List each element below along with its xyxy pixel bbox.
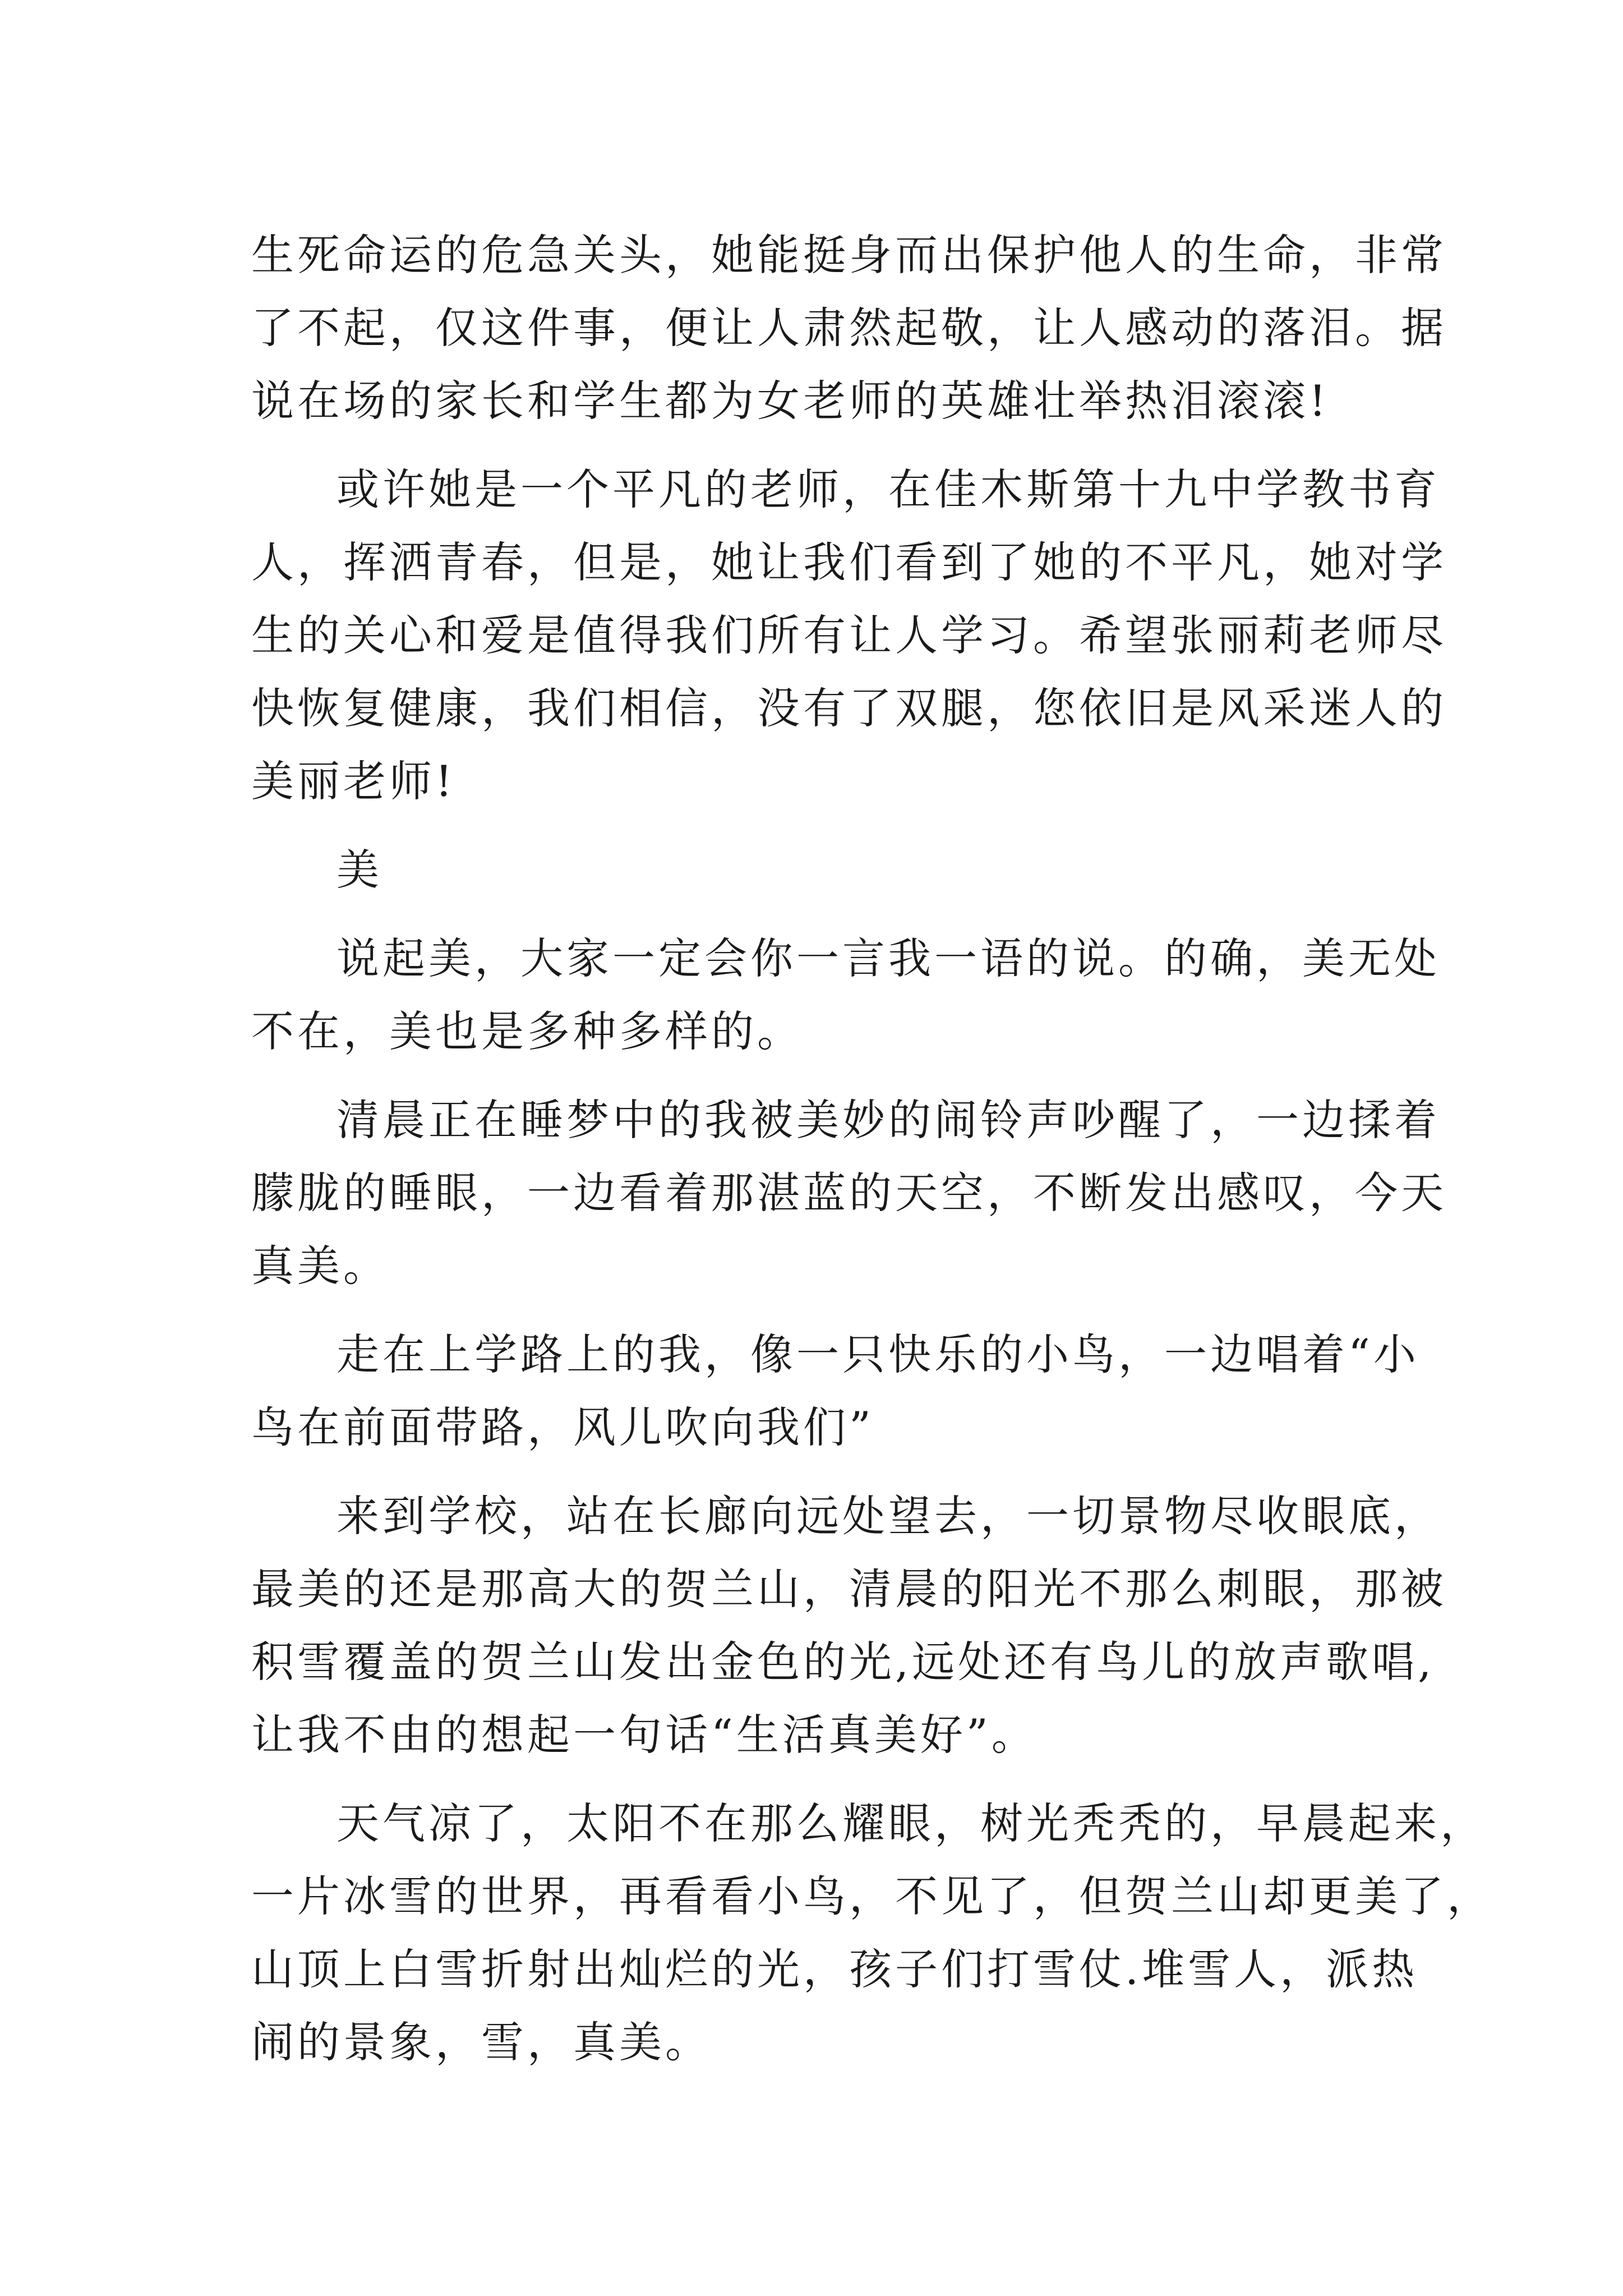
text-line: 闹的景象，雪，真美。 [251, 2017, 711, 2067]
text-line: 一片冰雪的世界，再看看小鸟，不见了，但贺兰山却更美了， [251, 1871, 1493, 1921]
text-line: 不在，美也是多种多样的。 [251, 1006, 803, 1056]
paragraph-first-line: 说起美，大家一定会你一言我一语的说。的确，美无处 [336, 933, 1440, 983]
text-line: 美丽老师! [251, 756, 456, 806]
document-body [251, 219, 1493, 2079]
paragraph-first-line: 来到学校，站在长廊向远处望去，一切景物尽收眼底， [336, 1491, 1440, 1541]
paragraph-first-line: 清晨正在睡梦中的我被美妙的闹铃声吵醒了，一边揉着 [336, 1095, 1440, 1145]
paragraph-first-line: 天气凉了，太阳不在那么耀眼，树光秃秃的，早晨起来， [336, 1798, 1486, 1848]
text-line: 生的关心和爱是值得我们所有让人学习。希望张丽莉老师尽 [251, 610, 1447, 660]
text-line: 朦胧的睡眼，一边看着那湛蓝的天空，不断发出感叹，今天 [251, 1168, 1447, 1218]
text-line: 人，挥洒青春，但是，她让我们看到了她的不平凡，她对学 [251, 537, 1447, 587]
text-line: 说在场的家长和学生都为女老师的英雄壮举热泪滚滚! [251, 376, 1330, 426]
text-line: 积雪覆盖的贺兰山发出金色的光,远处还有鸟儿的放声歌唱, [251, 1637, 1435, 1687]
text-line: 鸟在前面带路，风儿吹向我们” [251, 1402, 874, 1452]
text-line: 山顶上白雪折射出灿烂的光，孩子们打雪仗.堆雪人，派热 [251, 1944, 1418, 1994]
text-line: 真美。 [251, 1241, 389, 1291]
text-line: 了不起，仅这件事，便让人肃然起敬，让人感动的落泪。据 [251, 303, 1447, 353]
text-line: 让我不由的想起一句话“生活真美好”。 [251, 1710, 1038, 1760]
paragraph-first-line: 或许她是一个平凡的老师，在佳木斯第十九中学教书育 [336, 464, 1440, 514]
text-line: 最美的还是那高大的贺兰山，清晨的阳光不那么刺眼，那被 [251, 1564, 1447, 1614]
section-title: 美 [336, 845, 382, 895]
text-line: 生死命运的危急关头，她能挺身而出保护他人的生命，非常 [251, 230, 1447, 280]
paragraph-first-line: 走在上学路上的我，像一只快乐的小鸟，一边唱着“小 [336, 1329, 1419, 1379]
text-line: 快恢复健康，我们相信，没有了双腿，您依旧是风采迷人的 [251, 683, 1447, 733]
